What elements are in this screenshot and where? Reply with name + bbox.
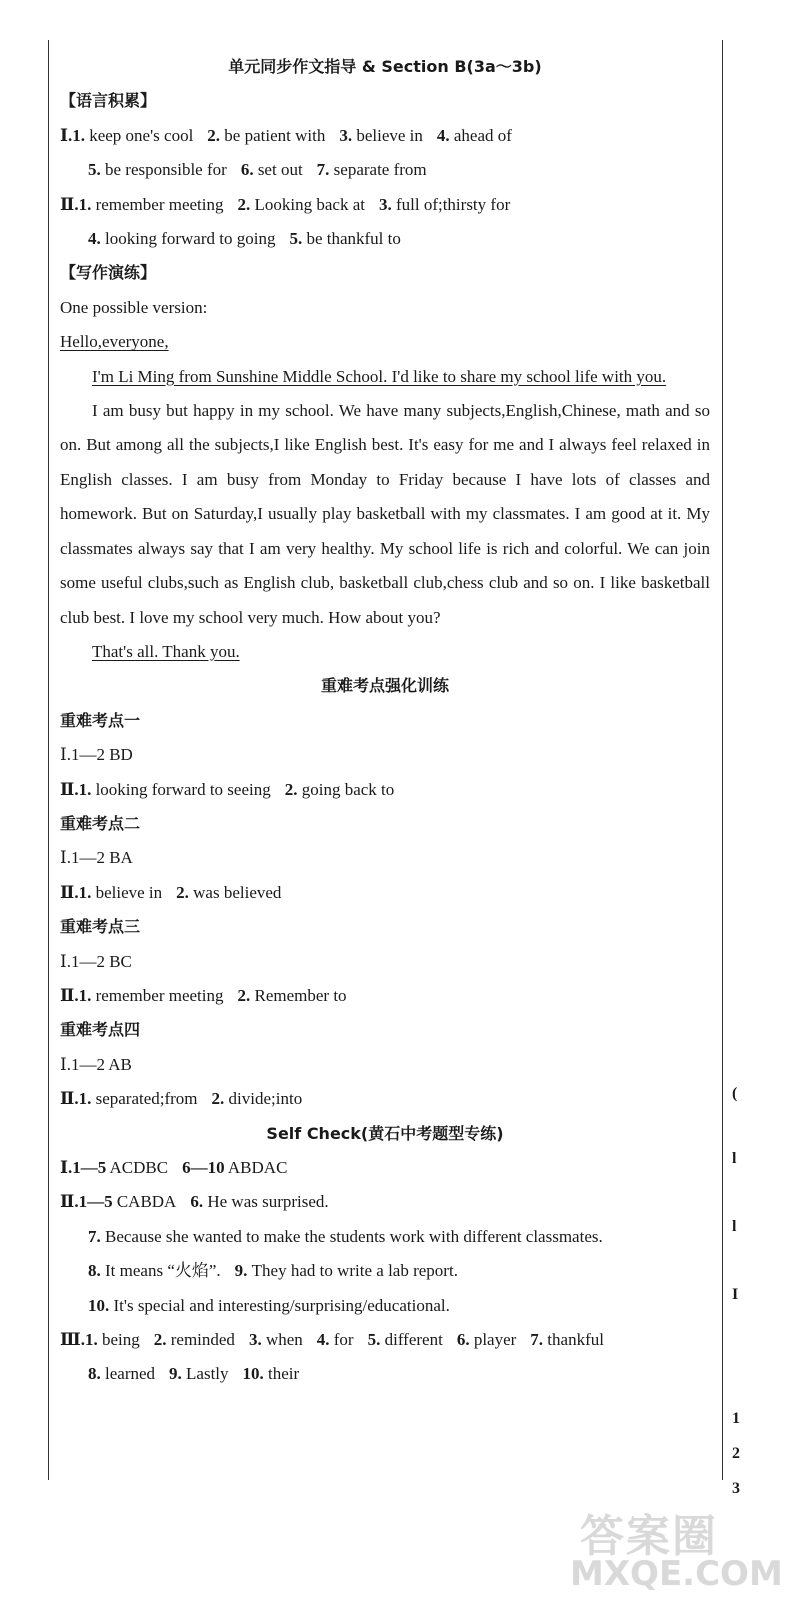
item-number: 8.	[88, 1261, 101, 1281]
item-number: 3.	[378, 194, 392, 214]
item-text: separate from	[333, 160, 427, 180]
item-text: believe in	[95, 882, 163, 902]
right-border-line	[722, 40, 723, 1480]
edge-mark: (	[732, 1085, 738, 1102]
letter-closing: That's all. Thank you.	[92, 641, 240, 661]
answer-row	[60, 119, 710, 153]
watermark-text: 答案圈	[580, 1511, 718, 1562]
item-number: 1—5	[72, 1158, 107, 1177]
answer-row	[60, 1220, 710, 1254]
item-text: It means “火焰”.	[105, 1261, 221, 1281]
section-title-writing: 单元同步作文指导 & Section B(3a～3b)	[228, 57, 542, 76]
item-number: 2.	[237, 194, 251, 214]
item-text: ACDBC	[109, 1158, 169, 1177]
item-text: be patient with	[224, 125, 326, 145]
writing-practice-heading: 【写作演练】	[60, 263, 157, 283]
roman-label: Ⅱ.	[60, 1192, 79, 1212]
item-number: 4.	[88, 229, 101, 249]
roman-label: Ⅱ.	[60, 882, 79, 902]
item-text: Remember to	[254, 985, 347, 1005]
answer-row	[60, 979, 710, 1013]
item-text: thankful	[547, 1330, 604, 1350]
answer-row: Ⅰ.1—2 AB	[60, 1054, 132, 1074]
edge-mark: 1	[732, 1410, 740, 1427]
item-number: 2.	[153, 1330, 167, 1350]
item-number: 7.	[316, 160, 330, 180]
item-text: ABDAC	[227, 1158, 288, 1177]
item-text: CABDA	[116, 1192, 177, 1212]
letter-intro: I'm Li Ming from Sunshine Middle School. I'd like to share my school life with you.	[92, 366, 667, 386]
item-number: 6—10	[182, 1158, 225, 1177]
answer-row	[60, 1185, 710, 1219]
item-number: 9.	[169, 1364, 182, 1384]
key-point-heading: 重难考点二	[60, 813, 141, 833]
item-text: believe in	[356, 125, 423, 145]
item-text: He was surprised.	[207, 1192, 329, 1212]
item-number: 1.	[78, 1089, 92, 1109]
item-number: 3.	[248, 1330, 262, 1350]
item-text: remember meeting	[95, 194, 224, 214]
item-number: 8.	[88, 1364, 101, 1384]
item-text: Because she wanted to make the students work with different classmates.	[105, 1226, 603, 1246]
roman-label: Ⅲ.	[60, 1330, 85, 1350]
item-text: for	[333, 1330, 354, 1350]
item-number: 5.	[289, 229, 303, 249]
item-text: full of;thirsty for	[395, 194, 511, 214]
item-number: 2.	[211, 1089, 225, 1109]
answer-row	[60, 1151, 710, 1185]
answer-row	[60, 1254, 710, 1288]
item-number: 1.	[72, 125, 85, 145]
section-title-key-points: 重难考点强化训练	[320, 676, 449, 696]
item-number: 3.	[339, 125, 353, 145]
answer-row	[60, 1357, 710, 1391]
answer-row: Ⅰ.1—2 BC	[60, 951, 132, 971]
item-number: 1.	[78, 194, 92, 214]
item-text: be thankful to	[306, 229, 401, 249]
item-text: learned	[105, 1364, 156, 1384]
item-number: 5.	[367, 1330, 381, 1350]
roman-label: Ⅱ.	[60, 1089, 79, 1109]
item-text: being	[101, 1330, 140, 1350]
edge-mark: l	[732, 1150, 737, 1167]
letter-greeting: Hello,everyone,	[60, 332, 169, 352]
item-text: keep one's cool	[89, 125, 194, 145]
left-border-line	[48, 40, 49, 1480]
item-number: 1.	[84, 1330, 98, 1350]
item-number: 2.	[284, 779, 298, 799]
item-text: separated;from	[95, 1089, 198, 1109]
answer-row: Ⅰ.1—2 BD	[60, 745, 133, 765]
answer-row	[60, 1289, 710, 1323]
item-number: 5.	[88, 160, 101, 180]
edge-mark: 3	[732, 1480, 740, 1497]
section-title-self-check: Self Check(黄石中考题型专练)	[266, 1123, 504, 1143]
key-point-heading: 重难考点四	[60, 1020, 141, 1040]
roman-label: Ⅰ.	[60, 1158, 73, 1177]
edge-mark: I	[732, 1286, 739, 1303]
item-text: remember meeting	[95, 985, 224, 1005]
item-text: reminded	[170, 1330, 235, 1350]
item-number: 6.	[240, 160, 254, 180]
item-text: when	[265, 1330, 303, 1350]
letter-body: I am busy but happy in my school. We have many subjects,English,Chinese, math and so on. But among all the subjects,I like English best. It's easy for me and I always feel relaxed in English classes. I am busy from Monday to Friday because I have lots of classes and homework. But on Saturday,I usually play basketball with my classmates. I am good at it. My classmates always say that I am very healthy. My school life is rich and colorful. We can join some useful clubs,such as English club, basketball club,chess club and so on. I like basketball club best. I love my school very much. How about you?	[60, 401, 710, 627]
item-text: their	[268, 1364, 300, 1384]
item-text: looking forward to seeing	[95, 779, 271, 799]
item-text: They had to write a lab report.	[251, 1261, 458, 1281]
answer-row	[60, 188, 710, 222]
item-number: 1.	[78, 985, 92, 1005]
item-text: different	[384, 1330, 443, 1350]
item-text: Looking back at	[254, 194, 365, 214]
edge-mark: l	[732, 1218, 737, 1235]
item-text: set out	[257, 160, 303, 180]
item-number: 2.	[237, 985, 251, 1005]
roman-label: Ⅰ.	[60, 125, 73, 145]
answer-row	[60, 222, 710, 256]
item-number: 7.	[530, 1330, 544, 1350]
answer-content	[60, 50, 710, 1392]
answer-row	[60, 876, 710, 910]
key-point-heading: 重难考点三	[60, 917, 141, 937]
item-number: 6.	[456, 1330, 470, 1350]
edge-mark: 2	[732, 1445, 740, 1462]
item-number: 1.	[78, 779, 92, 799]
language-accumulation-heading: 【语言积累】	[60, 91, 157, 111]
item-text: going back to	[301, 779, 395, 799]
item-text: ahead of	[453, 125, 512, 145]
item-text: be responsible for	[105, 160, 227, 180]
item-number: 2.	[176, 882, 189, 902]
item-text: looking forward to going	[105, 229, 276, 249]
watermark-url: MXQE.COM	[570, 1554, 783, 1594]
answer-row	[60, 1082, 710, 1116]
item-text: divide;into	[228, 1089, 303, 1109]
item-number: 9.	[234, 1261, 248, 1281]
item-number: 4.	[316, 1330, 330, 1350]
item-number: 10.	[88, 1295, 110, 1315]
item-text: It's special and interesting/surprising/educational.	[113, 1295, 450, 1315]
item-number: 10.	[242, 1364, 264, 1384]
item-text: player	[473, 1330, 517, 1350]
key-point-heading: 重难考点一	[60, 710, 141, 730]
item-number: 2.	[207, 125, 221, 145]
watermark	[560, 1500, 783, 1600]
answer-row	[60, 773, 710, 807]
answer-row: Ⅰ.1—2 BA	[60, 848, 133, 868]
item-number: 6.	[190, 1192, 204, 1212]
item-number: 4.	[436, 125, 450, 145]
roman-label: Ⅱ.	[60, 779, 79, 799]
answer-row	[60, 1323, 710, 1357]
roman-label: Ⅱ.	[60, 194, 79, 214]
item-number: 7.	[88, 1226, 101, 1246]
item-number: 1—5	[78, 1192, 113, 1212]
item-text: Lastly	[186, 1364, 229, 1384]
roman-label: Ⅱ.	[60, 985, 79, 1005]
item-text: was believed	[193, 882, 282, 902]
version-label: One possible version:	[60, 297, 208, 317]
item-number: 1.	[78, 882, 92, 902]
answer-row	[60, 153, 710, 187]
